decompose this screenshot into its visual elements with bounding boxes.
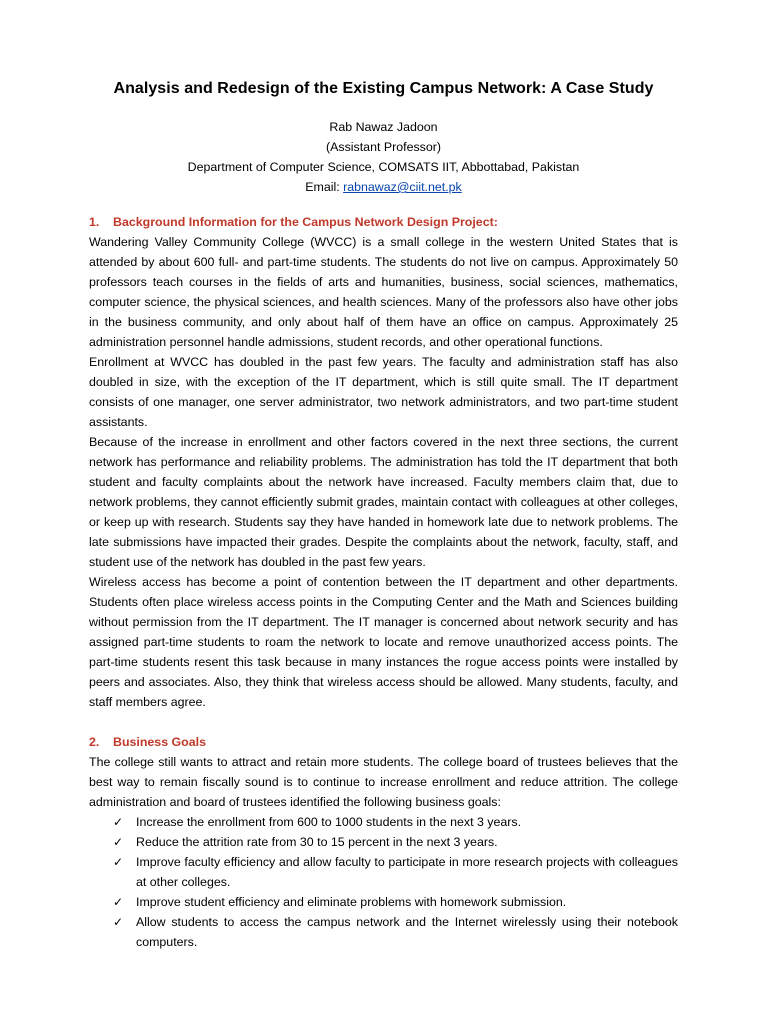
checkmark-icon: ✓ [113,835,124,849]
checkmark-icon: ✓ [113,915,124,929]
list-item [113,852,678,892]
list-item [113,832,678,852]
list-item-text: Increase the enrollment from 600 to 1000 students in the next 3 years. [136,815,522,829]
checkmark-icon: ✓ [113,855,124,869]
checkmark-icon: ✓ [113,895,124,909]
author-block [89,117,678,197]
paragraph: Enrollment at WVCC has doubled in the past few years. The faculty and administration staff has also doubled in size, with the exception of the IT department, which is still quite small. The IT department consists of one manager, one server administrator, two network administrators, and two part-time student assistants. [89,355,678,429]
author-position: (Assistant Professor) [326,140,441,154]
list-item [113,892,678,912]
list-item-text: Improve faculty efficiency and allow faculty to participate in more research projects with colleagues at other colleges. [136,855,678,889]
author-affiliation: Department of Computer Science, COMSATS IIT, Abbottabad, Pakistan [187,160,580,174]
paragraph: Wandering Valley Community College (WVCC) is a small college in the western United States that is attended by about 600 full- and part-time students. The students do not live on campus. Approximately 50 professors teach courses in the fields of arts and humanities, business, social sciences, mathematics, computer science, the physical sciences, and health sciences. Many of the professors also have other jobs in the business community, and only about half of them have an office on campus. Approximately 25 administration personnel handle admissions, student records, and other operational functions. [89,235,678,349]
list-item-text: Reduce the attrition rate from 30 to 15 percent in the next 3 years. [136,835,498,849]
section-heading [89,212,678,232]
paper-title: Analysis and Redesign of the Existing Campus Network: A Case Study [113,80,654,97]
section-number: 2. [89,735,100,749]
section-heading [89,732,678,752]
checkmark-icon: ✓ [113,815,124,829]
email-link[interactable]: rabnawaz@ciit.net.pk [343,180,462,194]
section-business-goals [89,732,678,952]
author-email-line [89,177,678,197]
paragraph: The college still wants to attract and retain more students. The college board of trustees believes that the best way to remain fiscally sound is to continue to increase enrollment and reduce attrition. The college administration and board of trustees identified the following business goals: [89,755,678,809]
section-title: Business Goals [113,735,206,749]
paragraph: Wireless access has become a point of contention between the IT department and other departments. Students often place wireless access points in the Computing Center and the Math and Sciences building without permission from the IT department. The IT manager is concerned about network security and has assigned part-time students to roam the network to locate and remove unauthorized access points. The part-time students resent this task because in many instances the rogue access points were installed by peers and associates. Also, they think that wireless access should be allowed. Many students, faculty, and staff members agree. [89,575,678,709]
email-label: Email: [305,180,344,194]
list-item-text: Improve student efficiency and eliminate problems with homework submission. [136,895,567,909]
list-item-text: Allow students to access the campus network and the Internet wirelessly using their notebook computers. [136,915,678,949]
section-number: 1. [89,215,100,229]
section-background [89,212,678,712]
section-title: Background Information for the Campus Network Design Project: [113,215,498,229]
author-name: Rab Nawaz Jadoon [329,120,438,134]
list-item [113,812,678,832]
paragraph: Because of the increase in enrollment and other factors covered in the next three sections, the current network has performance and reliability problems. The administration has told the IT department that both student and faculty complaints about the network have increased. Faculty members claim that, due to network problems, they cannot efficiently submit grades, maintain contact with colleagues at other colleges, or keep up with research. Students say they have handed in homework late due to network problems. The late submissions have impacted their grades. Despite the complaints about the network, faculty, staff, and student use of the network has doubled in the past few years. [89,435,678,569]
business-goals-list [89,812,678,952]
list-item [113,912,678,952]
